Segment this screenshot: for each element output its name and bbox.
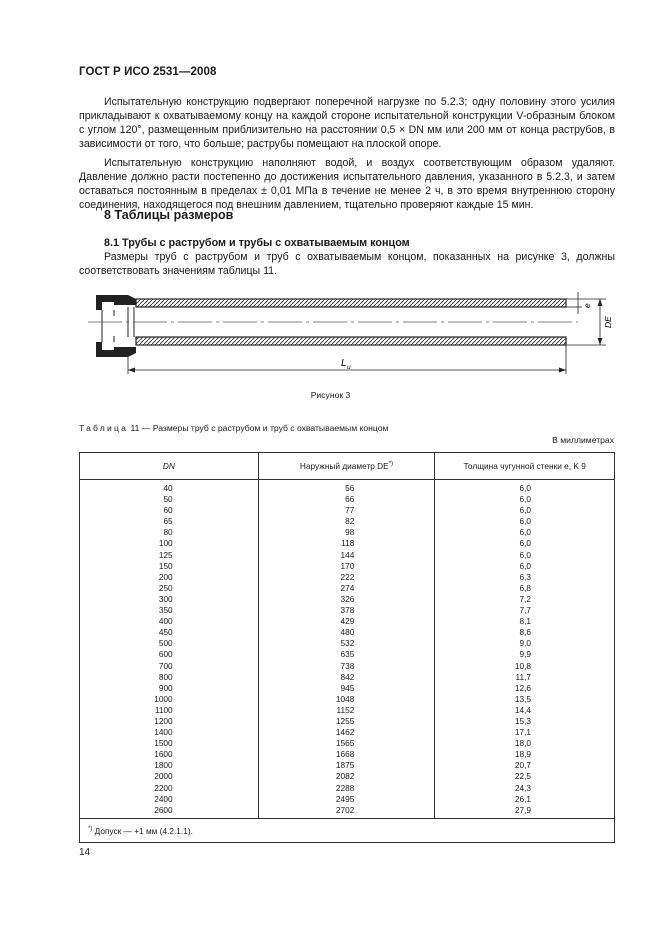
cell-wall-thickness: 14,4 [435, 705, 615, 716]
cell-dn: 100 [80, 538, 259, 549]
cell-wall-thickness: 9,9 [435, 649, 615, 660]
cell-dn: 2400 [80, 794, 259, 805]
cell-wall-thickness: 11,7 [435, 672, 615, 683]
cell-outer-diameter: 480 [258, 627, 435, 638]
cell-dn: 40 [80, 480, 259, 495]
cell-dn: 1500 [80, 738, 259, 749]
table-row [80, 649, 615, 660]
cell-wall-thickness: 15,3 [435, 716, 615, 727]
cell-wall-thickness: 7,2 [435, 594, 615, 605]
table-row [80, 727, 615, 738]
header-outer-diameter: Наружный диаметр DE*) [258, 453, 435, 480]
table-row [80, 661, 615, 672]
dimensions-table [79, 452, 615, 843]
cell-wall-thickness: 6,0 [435, 480, 615, 495]
cell-outer-diameter: 1565 [258, 738, 435, 749]
cell-dn: 700 [80, 661, 259, 672]
table-row [80, 638, 615, 649]
cell-dn: 450 [80, 627, 259, 638]
page-number: 14 [79, 847, 91, 858]
table-units: В миллиметрах [552, 435, 614, 445]
table-row [80, 683, 615, 694]
table-row [80, 480, 615, 495]
cell-wall-thickness: 26,1 [435, 794, 615, 805]
cell-dn: 2200 [80, 783, 259, 794]
cell-wall-thickness: 12,6 [435, 683, 615, 694]
cell-outer-diameter: 429 [258, 616, 435, 627]
diameter-label: DE [603, 316, 613, 328]
cell-outer-diameter: 738 [258, 661, 435, 672]
cell-outer-diameter: 144 [258, 550, 435, 561]
cell-dn: 1800 [80, 760, 259, 771]
figure-caption: Рисунок 3 [310, 390, 351, 400]
table-row [80, 694, 615, 705]
cell-wall-thickness: 6,0 [435, 527, 615, 538]
cell-wall-thickness: 27,9 [435, 805, 615, 819]
length-label-subscript: u [347, 364, 351, 371]
cell-dn: 125 [80, 550, 259, 561]
cell-outer-diameter: 1255 [258, 716, 435, 727]
cell-wall-thickness: 17,1 [435, 727, 615, 738]
cell-dn: 2000 [80, 771, 259, 782]
cell-outer-diameter: 842 [258, 672, 435, 683]
cell-outer-diameter: 2495 [258, 794, 435, 805]
section-title: 8 Таблицы размеров [104, 208, 234, 222]
table-row [80, 794, 615, 805]
cell-wall-thickness: 9,0 [435, 638, 615, 649]
cell-outer-diameter: 326 [258, 594, 435, 605]
cell-dn: 65 [80, 516, 259, 527]
table-caption [79, 423, 388, 433]
cell-wall-thickness: 6,0 [435, 561, 615, 572]
cell-dn: 50 [80, 494, 259, 505]
table-caption-text: 11 — Размеры труб с раструбом и труб с охватываемым концом [128, 423, 389, 433]
table-row [80, 583, 615, 594]
table-row [80, 616, 615, 627]
header-wall-thickness: Толщина чугунной стенки e, K 9 [435, 453, 615, 480]
cell-outer-diameter: 378 [258, 605, 435, 616]
table-row [80, 494, 615, 505]
table-row [80, 516, 615, 527]
cell-dn: 600 [80, 649, 259, 660]
cell-outer-diameter: 2702 [258, 805, 435, 819]
cell-dn: 350 [80, 605, 259, 616]
cell-dn: 250 [80, 583, 259, 594]
cell-outer-diameter: 118 [258, 538, 435, 549]
table-footnote-row [80, 818, 615, 842]
cell-outer-diameter: 1152 [258, 705, 435, 716]
cell-outer-diameter: 98 [258, 527, 435, 538]
paragraph-test-load: Испытательную конструкцию подвергают поперечной нагрузке по 5.2.3; одну половину этого усилия прикладывают к охватываемому концу на каждой стороне испытательной конструкции V-образным блоком с углом 120°, размещенным приблизительно на расстоянии 0,5 × DN мм или 200 мм от конца раструбов, в зависимости от того, что больше; раструбы помещают на плоской опоре. [79, 96, 615, 150]
cell-wall-thickness: 20,7 [435, 760, 615, 771]
table-header-row [80, 453, 615, 480]
cell-dn: 80 [80, 527, 259, 538]
table-row [80, 760, 615, 771]
cell-outer-diameter: 635 [258, 649, 435, 660]
cell-outer-diameter: 1048 [258, 694, 435, 705]
wall-thickness-label: e [582, 303, 592, 308]
subsection-title: 8.1 Трубы с раструбом и трубы с охватываемым концом [104, 237, 410, 249]
cell-wall-thickness: 6,0 [435, 516, 615, 527]
paragraph-test-pressure: Испытательную конструкцию наполняют водой, и воздух соответствующим образом удаляют. Давление должно расти постепенно до достижения испытательного давления, указанного в 5.2.3, и затем оставаться постоянным в пределах ± 0,01 МПа в течение не менее 2 ч, в это время внутреннюю сторону соединения, находящегося под внешним давлением, тщательно проверяют каждые 15 мин. [79, 157, 615, 211]
cell-dn: 1200 [80, 716, 259, 727]
cell-dn: 400 [80, 616, 259, 627]
cell-outer-diameter: 56 [258, 480, 435, 495]
cell-dn: 900 [80, 683, 259, 694]
cell-wall-thickness: 18,0 [435, 738, 615, 749]
table-row [80, 538, 615, 549]
cell-wall-thickness: 18,9 [435, 749, 615, 760]
cell-dn: 1400 [80, 727, 259, 738]
cell-dn: 1100 [80, 705, 259, 716]
cell-outer-diameter: 1875 [258, 760, 435, 771]
table-row [80, 771, 615, 782]
pipe-drawing [88, 288, 618, 378]
cell-dn: 2600 [80, 805, 259, 819]
table-row [80, 627, 615, 638]
cell-wall-thickness: 10,8 [435, 661, 615, 672]
cell-dn: 1000 [80, 694, 259, 705]
cell-outer-diameter: 82 [258, 516, 435, 527]
cell-dn: 800 [80, 672, 259, 683]
table-row [80, 594, 615, 605]
cell-dn: 150 [80, 561, 259, 572]
cell-wall-thickness: 6,0 [435, 505, 615, 516]
cell-dn: 60 [80, 505, 259, 516]
diameter-dimension [566, 292, 613, 345]
length-dimension [128, 345, 566, 374]
cell-outer-diameter: 66 [258, 494, 435, 505]
cell-outer-diameter: 222 [258, 572, 435, 583]
cell-outer-diameter: 2288 [258, 783, 435, 794]
cell-wall-thickness: 6,0 [435, 538, 615, 549]
cell-wall-thickness: 6,0 [435, 550, 615, 561]
table-row [80, 672, 615, 683]
cell-outer-diameter: 274 [258, 583, 435, 594]
table-row [80, 738, 615, 749]
table-row [80, 783, 615, 794]
table-caption-label: Таблица [79, 423, 129, 433]
table-row [80, 716, 615, 727]
cell-dn: 1600 [80, 749, 259, 760]
cell-outer-diameter: 1668 [258, 749, 435, 760]
document-header: ГОСТ Р ИСО 2531—2008 [79, 66, 217, 78]
table-footnote: *) Допуск — +1 мм (4.2.1.1). [80, 818, 615, 842]
cell-wall-thickness: 6,3 [435, 572, 615, 583]
table-body [80, 480, 615, 819]
table-row [80, 705, 615, 716]
cell-wall-thickness: 6,8 [435, 583, 615, 594]
cell-dn: 500 [80, 638, 259, 649]
pipe-body [88, 295, 578, 357]
cell-outer-diameter: 945 [258, 683, 435, 694]
table-row [80, 505, 615, 516]
cell-wall-thickness: 24,3 [435, 783, 615, 794]
table-row [80, 749, 615, 760]
cell-wall-thickness: 8,6 [435, 627, 615, 638]
cell-wall-thickness: 22,5 [435, 771, 615, 782]
table-row [80, 805, 615, 819]
cell-dn: 300 [80, 594, 259, 605]
table-row [80, 561, 615, 572]
length-label: L [341, 358, 347, 369]
cell-wall-thickness: 6,0 [435, 494, 615, 505]
paragraph-table-reference: Размеры труб с раструбом и труб с охватываемым концом, показанных на рисунке 3, должны соответствовать значениям таблицы 11. [79, 251, 615, 277]
table-row [80, 572, 615, 583]
table-row [80, 527, 615, 538]
cell-outer-diameter: 170 [258, 561, 435, 572]
cell-outer-diameter: 532 [258, 638, 435, 649]
cell-wall-thickness: 7,7 [435, 605, 615, 616]
cell-outer-diameter: 2082 [258, 771, 435, 782]
cell-outer-diameter: 77 [258, 505, 435, 516]
cell-wall-thickness: 8,1 [435, 616, 615, 627]
table-row [80, 605, 615, 616]
cell-dn: 200 [80, 572, 259, 583]
cell-outer-diameter: 1462 [258, 727, 435, 738]
cell-wall-thickness: 13,5 [435, 694, 615, 705]
table-row [80, 550, 615, 561]
header-dn: DN [80, 453, 259, 480]
